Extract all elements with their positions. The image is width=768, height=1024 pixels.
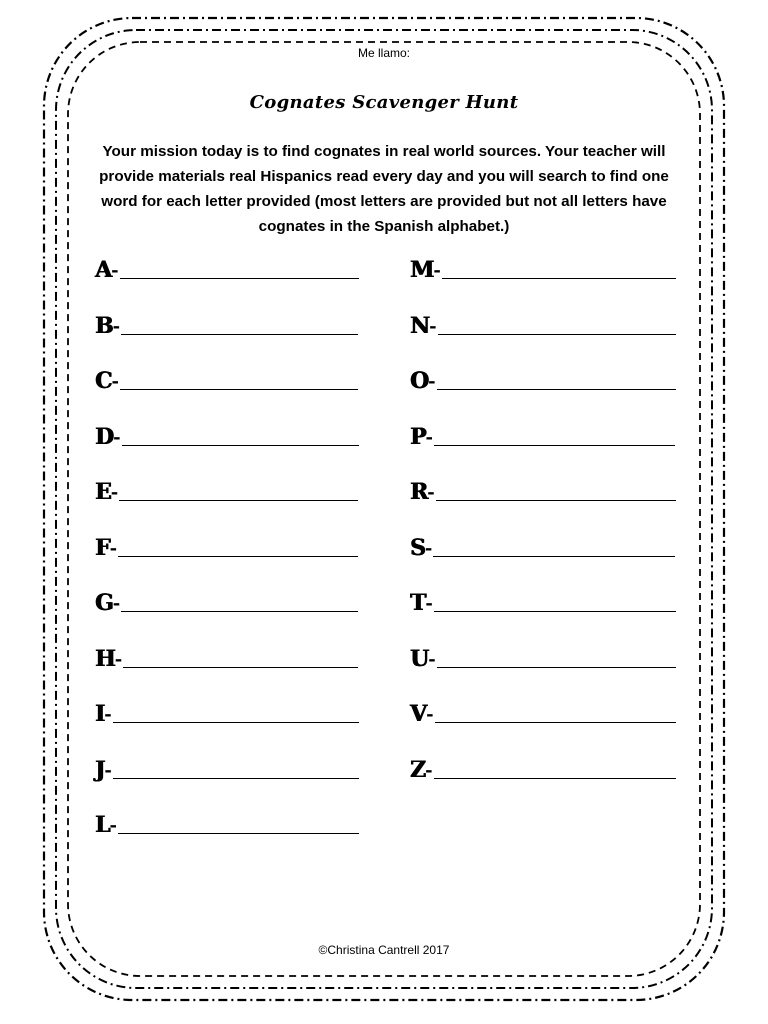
answer-blank-line[interactable] xyxy=(436,500,676,501)
letter-separator: - xyxy=(425,759,433,781)
letter-entry-n xyxy=(410,308,676,338)
letter-separator: - xyxy=(427,482,435,503)
answer-blank-line[interactable] xyxy=(433,556,675,557)
answer-blank-line[interactable] xyxy=(121,334,358,335)
letter-label: I xyxy=(95,701,105,727)
answer-blank-line[interactable] xyxy=(120,389,358,390)
letter-entry-a xyxy=(95,252,359,282)
letter-separator: - xyxy=(112,315,121,337)
letter-separator: - xyxy=(109,815,117,836)
answer-blank-line[interactable] xyxy=(123,667,358,668)
answer-blank-line[interactable] xyxy=(437,667,676,668)
answer-blank-line[interactable] xyxy=(438,334,676,335)
letter-entry-m xyxy=(410,252,676,282)
letter-separator: - xyxy=(111,371,119,392)
letter-separator: - xyxy=(114,648,123,670)
letter-entry-e xyxy=(95,474,358,504)
letter-entry-u xyxy=(410,641,676,671)
letter-label: N xyxy=(410,312,430,339)
letter-separator: - xyxy=(428,648,436,670)
letter-separator: - xyxy=(428,371,436,392)
answer-blank-line[interactable] xyxy=(442,278,676,279)
letter-separator: - xyxy=(426,704,434,725)
letter-separator: - xyxy=(424,537,433,559)
letter-entry-o xyxy=(410,363,676,393)
letter-label: S xyxy=(410,534,425,561)
letter-label: G xyxy=(95,590,113,616)
letter-entry-l xyxy=(95,807,359,837)
letter-separator: - xyxy=(110,482,119,503)
worksheet-title: Cognates Scavenger Hunt xyxy=(249,92,519,113)
letter-label: V xyxy=(410,701,427,727)
letter-label: T xyxy=(410,590,426,616)
instructions-text: Your mission today is to find cognates in real world sources. Your teacher will provide materials real Hispanics read every day and you will search to find one word for each letter provided (most letters are provided but not all letters have cognates in the Spanish alphabet.) xyxy=(99,143,669,235)
letter-entry-c xyxy=(95,363,358,393)
letter-separator: - xyxy=(425,426,434,448)
letter-entry-h xyxy=(95,641,358,671)
answer-blank-line[interactable] xyxy=(118,833,359,834)
letter-entry-s xyxy=(410,530,675,560)
answer-blank-line[interactable] xyxy=(122,445,359,446)
letter-separator: - xyxy=(113,426,121,448)
letter-label: Z xyxy=(410,756,426,783)
copyright-footer: ©Christina Cantrell 2017 xyxy=(318,943,450,957)
letter-label: O xyxy=(410,368,429,394)
letter-label: D xyxy=(95,423,114,450)
letter-entry-z xyxy=(410,752,676,782)
letter-entry-i xyxy=(95,696,359,726)
letter-separator: - xyxy=(109,537,118,559)
answer-blank-line[interactable] xyxy=(113,722,359,723)
answer-blank-line[interactable] xyxy=(120,278,359,279)
letter-entry-d xyxy=(95,419,359,449)
letter-label: B xyxy=(95,312,113,339)
letter-label: C xyxy=(95,368,112,394)
letter-label: M xyxy=(410,257,434,283)
letter-label: F xyxy=(95,534,110,561)
letter-label: U xyxy=(410,645,429,672)
letter-separator: - xyxy=(429,315,437,337)
letter-separator: - xyxy=(433,260,441,281)
answer-blank-line[interactable] xyxy=(434,611,676,612)
letter-entry-g xyxy=(95,585,358,615)
letter-separator: - xyxy=(104,704,112,725)
letter-entry-r xyxy=(410,474,676,504)
letter-label: H xyxy=(95,645,115,672)
letter-entry-p xyxy=(410,419,675,449)
letter-entry-b xyxy=(95,308,358,338)
answer-blank-line[interactable] xyxy=(119,500,358,501)
letter-separator: - xyxy=(111,260,119,281)
answer-blank-line[interactable] xyxy=(437,389,676,390)
answer-blank-line[interactable] xyxy=(118,556,358,557)
answer-blank-line[interactable] xyxy=(113,778,359,779)
letter-separator: - xyxy=(425,593,433,614)
answer-blank-line[interactable] xyxy=(434,778,676,779)
letter-label: J xyxy=(95,756,105,783)
letter-label: P xyxy=(410,423,426,450)
answer-blank-line[interactable] xyxy=(435,722,676,723)
letter-separator: - xyxy=(112,593,121,614)
letter-separator: - xyxy=(104,759,112,781)
letter-label: A xyxy=(95,257,112,283)
answer-blank-line[interactable] xyxy=(434,445,675,446)
letter-entry-v xyxy=(410,696,676,726)
letter-label: L xyxy=(95,812,110,838)
letter-label: E xyxy=(95,479,111,505)
letter-entry-j xyxy=(95,752,359,782)
letter-entry-t xyxy=(410,585,676,615)
name-label: Me llamo: xyxy=(357,46,410,60)
letter-label: R xyxy=(410,479,428,505)
answer-blank-line[interactable] xyxy=(121,611,358,612)
letter-entry-f xyxy=(95,530,358,560)
